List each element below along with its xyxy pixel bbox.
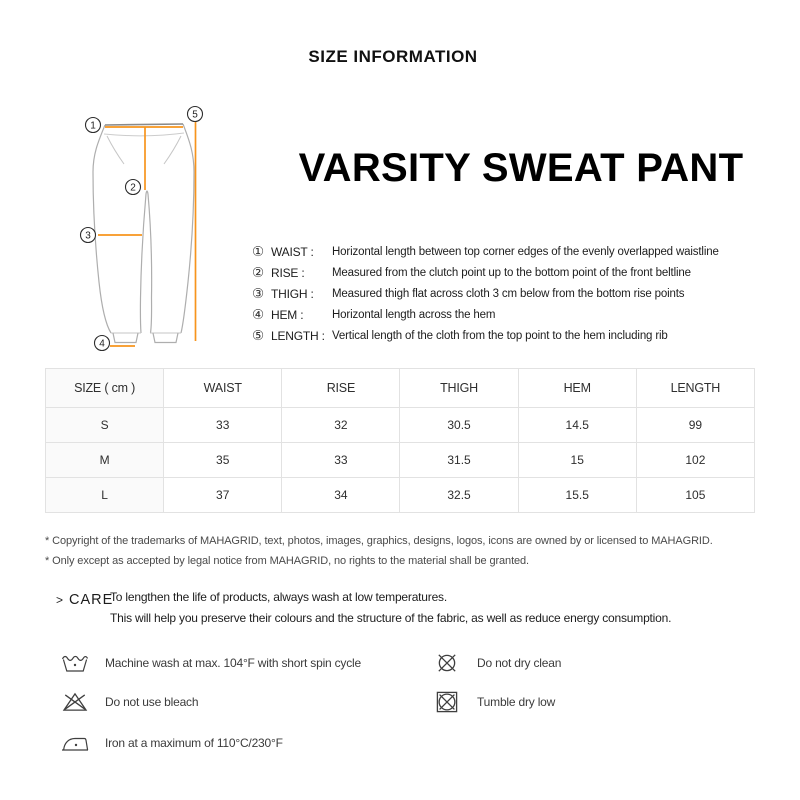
care-item-text: Iron at a maximum of 110°C/230°F <box>105 736 283 750</box>
size-table-header: LENGTH <box>636 369 754 408</box>
definition-text: Vertical length of the cloth from the top point to the hem including rib <box>332 329 668 342</box>
marker-1: 1 <box>90 120 96 132</box>
table-row-m <box>46 443 755 478</box>
marker-3: 3 <box>85 230 91 242</box>
size-table-header: THIGH <box>400 369 518 408</box>
definition-text: Measured from the clutch point up to the bottom point of the front beltline <box>332 266 691 279</box>
care-item-iron <box>58 730 283 756</box>
waistband-bottom-line <box>104 133 184 136</box>
value-cell: 35 <box>164 443 282 478</box>
care-item-text: Do not use bleach <box>105 695 199 709</box>
care-item-text: Do not dry clean <box>477 656 562 670</box>
chevron-right-icon: > <box>56 593 64 607</box>
definition-label: HEM : <box>271 307 304 322</box>
left-pocket-line <box>107 136 124 164</box>
value-cell: 15.5 <box>518 478 636 513</box>
rights-note: * Only except as accepted by legal notice from MAHAGRID, no rights to the material shall be granted. <box>45 555 530 567</box>
size-cell: S <box>46 408 164 443</box>
definition-label: THIGH : <box>271 286 314 301</box>
care-item-no-bleach <box>58 689 198 715</box>
page-title: SIZE INFORMATION <box>308 47 478 66</box>
do-not-bleach-icon <box>58 691 92 713</box>
value-cell: 32.5 <box>400 478 518 513</box>
table-row-s <box>46 408 755 443</box>
marker-4: 4 <box>99 338 105 350</box>
care-label: CARE <box>69 592 114 608</box>
value-cell: 37 <box>164 478 282 513</box>
value-cell: 99 <box>636 408 754 443</box>
definition-length <box>252 325 762 346</box>
size-table <box>45 368 755 513</box>
pant-outline <box>93 124 194 343</box>
care-line: To lengthen the life of products, always wash at low temperatures. <box>110 590 447 604</box>
tumble-dry-icon <box>430 690 464 714</box>
waistband-top-line <box>105 124 183 125</box>
value-cell: 33 <box>164 408 282 443</box>
size-cell: M <box>46 443 164 478</box>
care-item-tumble-dry <box>430 689 555 715</box>
sweat-pant-diagram-icon <box>55 98 245 363</box>
definition-waist <box>252 241 762 262</box>
value-cell: 102 <box>636 443 754 478</box>
copyright-note: * Copyright of the trademarks of MAHAGRID, text, photos, images, graphics, designs, logos, icons are owned by or licensed to MAHAGRID. <box>45 535 713 547</box>
size-table-header: RISE <box>282 369 400 408</box>
size-table-header: SIZE ( cm ) <box>46 369 164 408</box>
product-title: VARSITY SWEAT PANT <box>298 146 744 190</box>
size-table-header: HEM <box>518 369 636 408</box>
machine-wash-icon <box>58 652 92 674</box>
size-table-header: WAIST <box>164 369 282 408</box>
value-cell: 32 <box>282 408 400 443</box>
care-heading <box>56 592 113 608</box>
value-cell: 33 <box>282 443 400 478</box>
care-item-text: Tumble dry low <box>477 695 556 709</box>
value-cell: 105 <box>636 478 754 513</box>
definition-text: Horizontal length across the hem <box>332 308 496 321</box>
definition-number: ① <box>252 243 265 259</box>
definition-label: RISE : <box>271 265 305 280</box>
definition-hem <box>252 304 762 325</box>
definition-text: Measured thigh flat across cloth 3 cm below from the bottom rise points <box>332 287 685 300</box>
care-item-text: Machine wash at max. 104°F with short spin cycle <box>105 656 361 670</box>
definition-label: LENGTH : <box>271 328 325 343</box>
marker-5: 5 <box>192 109 198 121</box>
value-cell: 31.5 <box>400 443 518 478</box>
right-pocket-line <box>164 136 181 164</box>
measurement-lines <box>98 122 196 346</box>
value-cell: 34 <box>282 478 400 513</box>
size-cell: L <box>46 478 164 513</box>
definition-label: WAIST : <box>271 244 314 259</box>
value-cell: 30.5 <box>400 408 518 443</box>
value-cell: 15 <box>518 443 636 478</box>
definition-text: Horizontal length between top corner edges of the evenly overlapped waistline <box>332 245 719 258</box>
value-cell: 14.5 <box>518 408 636 443</box>
definition-rise <box>252 262 762 283</box>
measurement-definitions <box>252 241 762 346</box>
size-table-header-row <box>46 369 755 408</box>
do-not-dry-clean-icon <box>430 651 464 675</box>
care-description <box>110 587 780 629</box>
definition-number: ⑤ <box>252 327 265 343</box>
marker-2: 2 <box>130 182 136 194</box>
care-line: This will help you preserve their colours and the structure of the fabric, as well as reduce energy consumption. <box>110 611 672 625</box>
definition-number: ④ <box>252 306 265 322</box>
definition-number: ③ <box>252 285 265 301</box>
care-item-no-dry-clean <box>430 650 561 676</box>
legal-notes <box>45 531 765 571</box>
iron-icon <box>58 733 92 753</box>
table-row-l <box>46 478 755 513</box>
definition-thigh <box>252 283 762 304</box>
definition-number: ② <box>252 264 265 280</box>
care-item-machine-wash <box>58 650 361 676</box>
